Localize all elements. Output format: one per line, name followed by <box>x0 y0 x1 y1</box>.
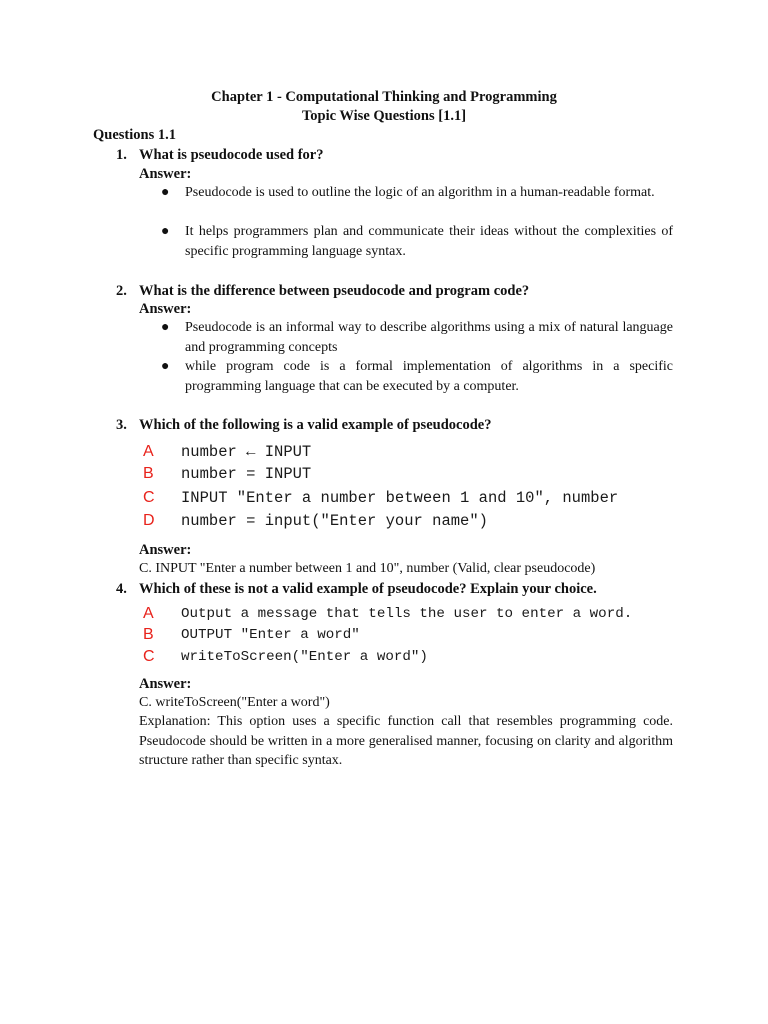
answer-label: Answer: <box>139 676 192 692</box>
topic-title: Topic Wise Questions [1.1] <box>301 108 467 124</box>
option-letter-c: C <box>143 648 155 665</box>
question-number: 4. <box>116 581 127 597</box>
answer-bullet: Pseudocode is used to outline the logic of an algorithm in a human-readable format. <box>185 185 655 200</box>
option-letter-c: C <box>143 489 155 506</box>
question-text: What is pseudocode used for? <box>139 147 324 163</box>
question-text: What is the difference between pseudocode and program code? <box>139 283 530 299</box>
option-code-a: Output a message that tells the user to enter a word. <box>181 606 633 622</box>
option-code-b: number = INPUT <box>181 465 312 483</box>
option-code-c: INPUT "Enter a number between 1 and 10", number <box>181 489 619 507</box>
answer-text: C. writeToScreen("Enter a word") <box>139 695 330 710</box>
option-letter-b: B <box>143 626 154 643</box>
answer-label: Answer: <box>139 542 192 558</box>
question-text: Which of the following is a valid example of pseudocode? <box>139 417 492 433</box>
option-code-d: number = input("Enter your name") <box>181 512 488 530</box>
question-number: 3. <box>116 417 127 433</box>
explanation-text: Explanation: This option uses a specific function call that resembles programming code. Pseudocode should be written in a more generalised manner, focusing on clarity and algorithm structure rather than specific syntax. <box>139 714 673 768</box>
bullet-icon: ● <box>161 320 170 335</box>
question-text: Which of these is not a valid example of pseudocode? Explain your choice. <box>139 581 597 597</box>
option-letter-b: B <box>143 465 154 482</box>
section-heading: Questions 1.1 <box>93 127 176 143</box>
answer-text: C. INPUT "Enter a number between 1 and 10", number (Valid, clear pseudocode) <box>139 561 596 576</box>
option-code-a: number ← INPUT <box>181 443 312 461</box>
answer-label: Answer: <box>139 301 192 317</box>
answer-bullet: It helps programmers plan and communicate their ideas without the complexities of specific programming language syntax. <box>185 224 673 259</box>
bullet-icon: ● <box>161 185 170 200</box>
answer-bullet: while program code is a formal implementation of algorithms in a specific programming language that can be executed by a computer. <box>185 359 673 394</box>
bullet-icon: ● <box>161 359 170 374</box>
chapter-title: Chapter 1 - Computational Thinking and Programming <box>211 89 557 105</box>
question-number: 2. <box>116 283 127 299</box>
option-letter-a: A <box>143 443 154 460</box>
option-code-c: writeToScreen("Enter a word") <box>181 649 428 665</box>
bullet-icon: ● <box>161 224 170 239</box>
question-number: 1. <box>116 147 127 163</box>
option-code-b: OUTPUT "Enter a word" <box>181 627 360 643</box>
option-letter-a: A <box>143 605 154 622</box>
answer-label: Answer: <box>139 166 192 182</box>
option-letter-d: D <box>143 512 155 529</box>
answer-bullet: Pseudocode is an informal way to describe algorithms using a mix of natural language and programming concepts <box>185 320 673 355</box>
